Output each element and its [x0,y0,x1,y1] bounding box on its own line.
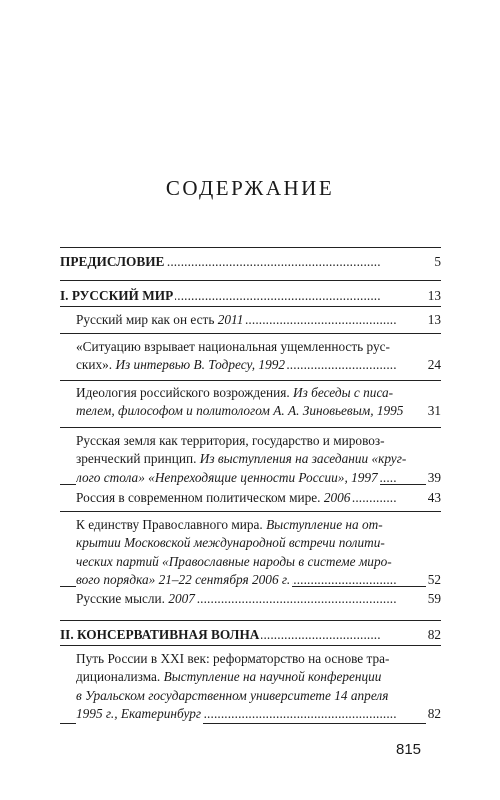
toc-entry-preface[interactable] [60,253,441,271]
toc-entry-title: I. РУССКИЙ МИР [60,287,175,305]
divider [60,427,441,428]
toc-entry-year: 2007 [168,591,195,606]
toc-entry-line: К единству Православного мира. [76,517,263,532]
toc-entry-part-1[interactable] [60,287,441,305]
toc-entry-situatsiyu[interactable] [76,338,441,375]
page-number: 815 [396,741,422,758]
divider [60,511,441,512]
toc-entry-russkie-mysli[interactable] [76,590,441,608]
toc-entry-title: Русский мир как он есть [76,312,215,327]
toc-entry-line: Русская земля как территория, государство и мировоз- [76,433,385,448]
toc-entry-k-edinstvu[interactable] [76,516,441,590]
toc-entry-source: крытии Московской международной встречи полити- [76,535,385,551]
toc-entry-rossiya-v-mire[interactable] [76,489,441,507]
toc-entry-line: диционализма. [76,669,161,685]
toc-entry-source: Выступление на от- [266,517,383,532]
toc-entry-year: 2011 [217,312,244,327]
toc-entry-source: в Уральском государственном университете 14 апреля [76,687,389,703]
toc-page-number: 31 [426,402,441,420]
toc-entry-part-2[interactable] [60,626,441,644]
divider [60,333,441,334]
toc-entry-line: «Ситуацию взрывает национальная ущемленность рус- [76,339,390,354]
toc-entry-source: лого стола» «Непреходящие ценности России», 1997 [76,469,380,487]
toc-page-number: 52 [426,571,441,589]
toc-entry-title: Россия в современном политическом мире. [76,490,321,505]
toc-entry-title: Русские мысли. [76,591,165,606]
divider [60,620,441,621]
toc-entry-title: ПРЕДИСЛОВИЕ [60,253,166,271]
toc-entry-source: ческих партий «Православные народы в системе миро- [76,553,392,569]
toc-entry-source: Из интервью В. Тодресу, 1992 [115,357,286,373]
toc-entry-title: II. КОНСЕРВАТИВНАЯ ВОЛНА [60,626,261,644]
toc-entry-source: телем, философом и политологом А. А. Зиновьевым, 1995 [76,402,405,420]
toc-entry-source: Из выступления на заседании «круг- [199,451,407,467]
toc-entry-source: 1995 г., Екатеринбург [76,705,203,723]
page-title: СОДЕРЖАНИЕ [165,176,335,200]
toc-page-number: 43 [426,489,441,507]
toc-page-number: 59 [426,590,441,608]
divider [60,280,441,281]
toc-page-number: 13 [426,287,441,305]
toc-entry-russkiy-mir[interactable] [76,311,441,329]
divider [60,645,441,646]
divider [60,380,441,381]
toc-entry-source: вого порядка» 21–22 сентября 2006 г. [76,571,292,589]
toc-page-number: 5 [432,253,441,271]
toc-entry-put-rossii[interactable] [76,650,441,724]
toc-entry-line: зренческий принцип. [76,451,197,467]
toc-page-number: 39 [426,469,441,487]
toc-entry-line: Путь России в XXI век: реформаторство на основе тра- [76,651,390,666]
toc-page-number: 24 [426,356,441,374]
toc-entry-source: Из беседы с писа- [293,385,394,400]
toc-page-number: 82 [426,705,441,723]
toc-entry-ideologiya[interactable] [76,384,441,421]
toc-page-number: 13 [426,311,441,329]
toc-entry-year: 2006 [323,490,351,505]
toc-entry-source: Выступление на научной конференции [163,669,382,685]
toc-entry-russkaya-zemlya[interactable] [76,432,441,487]
toc-entry-line: Идеология российского возрождения. [76,385,290,400]
toc-entry-line: ских». [76,357,113,373]
divider [60,247,441,248]
toc-page-number: 82 [426,626,441,644]
divider [60,306,441,307]
